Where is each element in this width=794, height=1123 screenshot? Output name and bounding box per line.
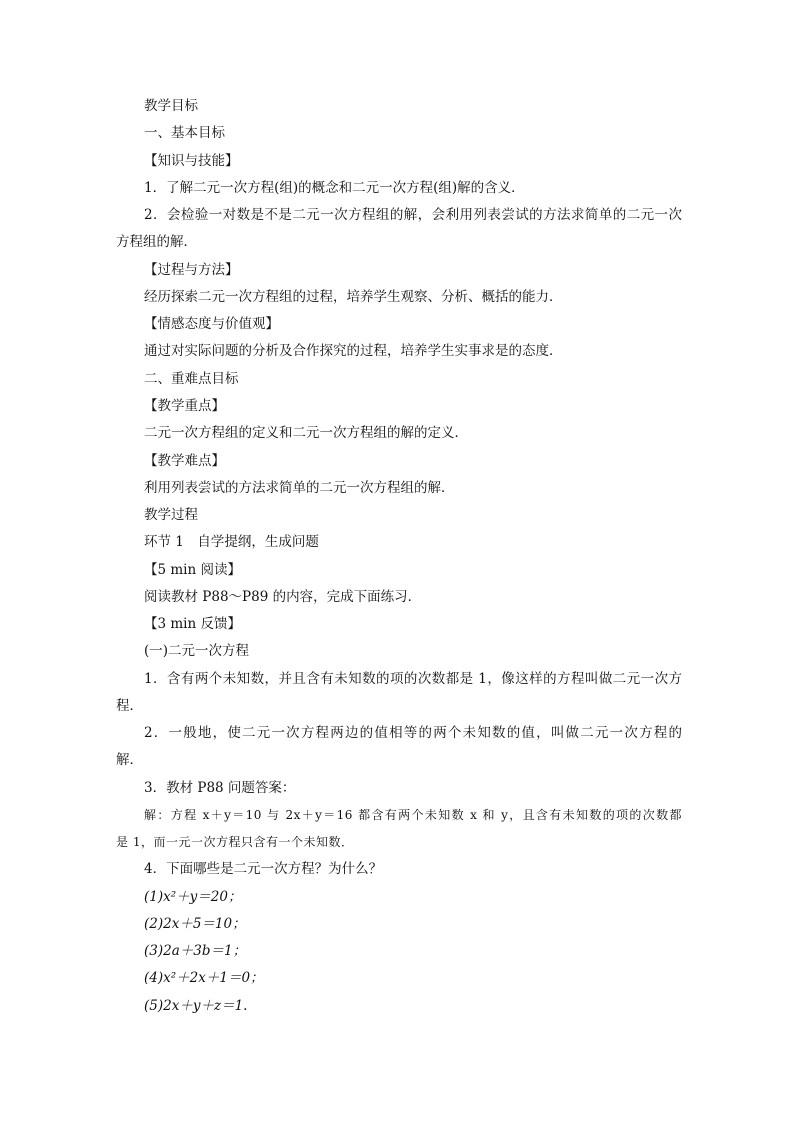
doc-title: 教学目标 bbox=[144, 98, 198, 114]
section-heading-key: 二、重难点目标 bbox=[144, 371, 239, 387]
question-3: 3．教材 P88 问题答案： bbox=[144, 780, 296, 796]
paragraph-difficulty: 利用列表尝试的方法求简单的二元一次方程组的解． bbox=[144, 480, 455, 496]
equation-4: (4)x²＋2x＋1＝0； bbox=[144, 970, 264, 986]
paragraph-knowledge-1: 1．了解二元一次方程(组)的概念和二元一次方程(组)解的含义． bbox=[144, 180, 525, 196]
equation-2: (2)2x＋5＝10； bbox=[144, 916, 246, 932]
question-1: 1．含有两个未知数，并且含有未知数的项的次数都是 1，像这样的方程叫做二元一次方 bbox=[144, 671, 682, 687]
answer-text: 解：方程 x＋y＝10 与 2x＋y＝16 都含有两个未知数 x 和 y，且含有未知数的项的次数都 bbox=[144, 808, 682, 822]
subheading-key-point: 【教学重点】 bbox=[144, 398, 225, 414]
section-heading-basic: 一、基本目标 bbox=[144, 125, 225, 141]
paragraph-process: 经历探索二元一次方程组的过程，培养学生观察、分析、概括的能力． bbox=[144, 289, 563, 305]
equation-5: (5)2x＋y＋z＝1. bbox=[144, 998, 248, 1014]
equation-3: (3)2a＋3b＝1； bbox=[144, 943, 247, 959]
subheading-process: 【过程与方法】 bbox=[144, 262, 239, 278]
question-2: 2．一般地，使二元一次方程两边的值相等的两个未知数的值，叫做二元一次方程的 bbox=[144, 725, 682, 741]
answer-text-cont: 是 1，而一元一次方程只含有一个未知数． bbox=[116, 835, 354, 849]
subheading-difficulty: 【教学难点】 bbox=[144, 453, 225, 469]
subheading-feedback: 【3 min 反馈】 bbox=[144, 616, 241, 632]
heading-part-1: (一)二元一次方程 bbox=[144, 643, 250, 659]
paragraph-knowledge-2-cont: 方程组的解． bbox=[116, 234, 197, 250]
subheading-emotion: 【情感态度与价值观】 bbox=[144, 316, 279, 332]
paragraph-knowledge-2: 2．会检验一对数是不是二元一次方程组的解，会利用列表尝试的方法求简单的二元一次 bbox=[144, 207, 682, 223]
heading-teaching-process: 教学过程 bbox=[144, 507, 198, 523]
paragraph-reading: 阅读教材 P88～P89 的内容，完成下面练习． bbox=[144, 589, 422, 605]
paragraph-emotion: 通过对实际问题的分析及合作探究的过程，培养学生实事求是的态度． bbox=[144, 343, 563, 359]
paragraph-key-point: 二元一次方程组的定义和二元一次方程组的解的定义． bbox=[144, 425, 468, 441]
subheading-reading: 【5 min 阅读】 bbox=[144, 562, 241, 578]
subheading-knowledge: 【知识与技能】 bbox=[144, 153, 239, 169]
equation-1: (1)x²＋y＝20； bbox=[144, 889, 242, 905]
question-1-cont: 程． bbox=[116, 698, 143, 714]
question-4: 4．下面哪些是二元一次方程？为什么？ bbox=[144, 861, 383, 877]
heading-link-1: 环节 1 自学提纲，生成问题 bbox=[144, 534, 319, 550]
question-2-cont: 解． bbox=[116, 752, 143, 768]
